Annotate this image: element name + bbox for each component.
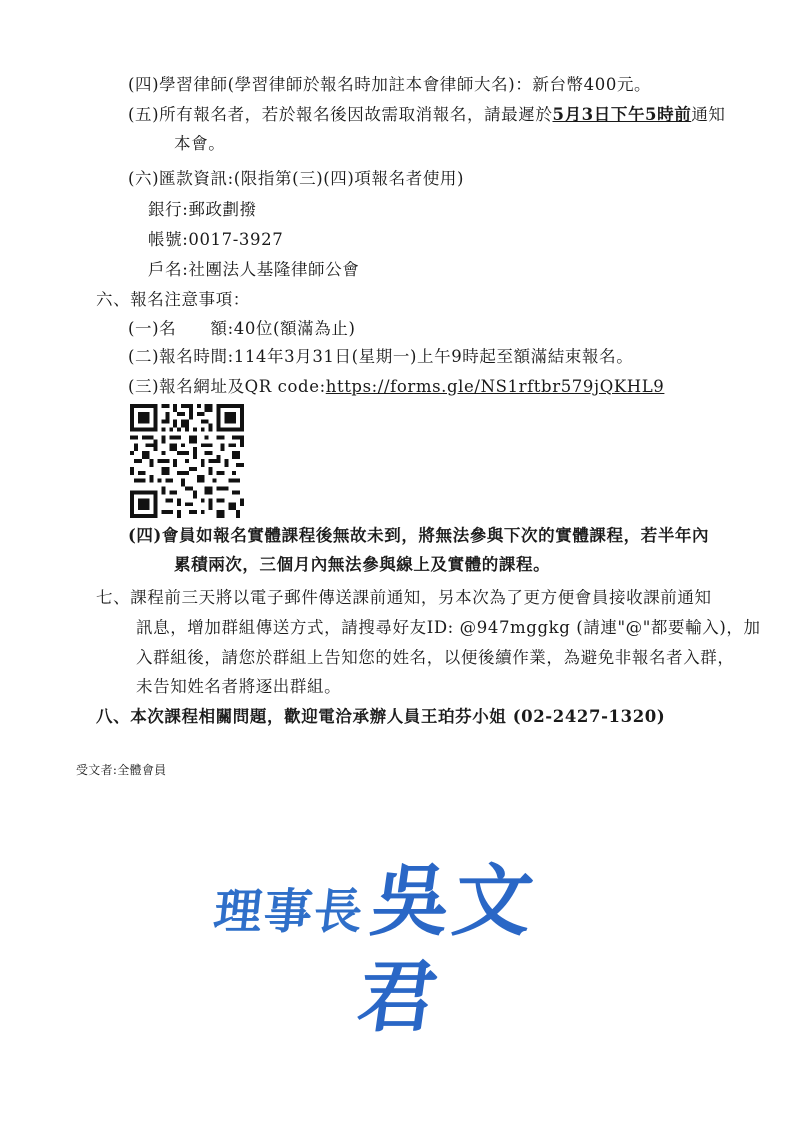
- item-5-deadline: 5月3日下午5時前: [552, 105, 692, 124]
- section-8-text: 八、本次課程相關問題，歡迎電洽承辦人員王珀芬小姐 (02-2427-1320): [96, 707, 666, 726]
- item-5-cancellation: [128, 104, 726, 126]
- item-6-payment-title: [128, 168, 464, 190]
- section-6-title-text: 六、報名注意事項：: [96, 290, 250, 309]
- recipient: [76, 762, 166, 778]
- section-7-line3: [136, 647, 735, 669]
- section-6-note-4-line2: 累積兩次，三個月內無法參與線上及實體的課程。: [174, 555, 551, 574]
- item-6-holder-text: 戶名:社團法人基隆律師公會: [148, 260, 360, 279]
- section-8: [96, 706, 665, 728]
- section-6-note-4: [128, 525, 709, 547]
- section-6-note-4-cont: [174, 554, 550, 576]
- section-7-line2-text: 訊息，增加群組傳送方式，請搜尋好友ID: @947mggkg (請連"@"都要輸入)，加: [136, 618, 761, 637]
- section-7-line1-text: 七、課程前三天將以電子郵件傳送課前通知，另本次為了更方便會員接收課前通知: [96, 588, 712, 607]
- section-6-time-text: (二)報名時間:114年3月31日(星期一)上午9時起至額滿結束報名。: [128, 347, 634, 366]
- item-6-bank: [148, 199, 257, 221]
- section-6-url-row: [128, 376, 664, 398]
- registration-link[interactable]: https://forms.gle/NS1rftbr579jQKHL9: [325, 377, 665, 396]
- section-6-url-label: (三)報名網址及QR code:: [128, 377, 326, 396]
- section-6-note-4-line1: (四)會員如報名實體課程後無故未到，將無法參與下次的實體課程，若半年內: [128, 526, 710, 545]
- item-5-text-before: (五)所有報名者，若於報名後因故需取消報名，請最遲於: [128, 105, 553, 124]
- item-4-fee: [128, 74, 651, 96]
- item-5-text-line2: 本會。: [174, 134, 226, 153]
- section-7-line4: [136, 676, 341, 698]
- section-6-quota-text: (一)名 額:40位(額滿為止): [128, 319, 356, 338]
- item-5-cancellation-cont: [174, 133, 225, 155]
- signature-title: [211, 880, 374, 944]
- section-7-line1: [96, 587, 712, 609]
- qr-finder-top-right: [216, 404, 244, 432]
- signature-name-stamp: [352, 854, 618, 1043]
- item-6-title-text: (六)匯款資訊:(限指第(三)(四)項報名者使用): [128, 169, 465, 188]
- item-5-text-after: 通知: [691, 105, 726, 124]
- recipient-text: 受文者:全體會員: [76, 763, 167, 777]
- section-6-title: [96, 289, 250, 311]
- item-4-fee-text: (四)學習律師(學習律師於報名時加註本會律師大名)：新台幣400元。: [128, 75, 652, 94]
- section-7-line4-text: 未告知姓名者將逐出群組。: [136, 677, 342, 696]
- qr-finder-top-left: [130, 404, 158, 432]
- signature-name-text: 吳文君: [352, 856, 543, 1043]
- signature-title-text: 理事長: [211, 884, 367, 940]
- section-7-line3-text: 入群組後，請您於群組上告知您的姓名，以便後續作業，為避免非報名者入群，: [136, 648, 735, 667]
- section-6-quota: [128, 318, 356, 340]
- item-6-holder: [148, 259, 359, 281]
- section-6-time: [128, 346, 633, 368]
- item-6-bank-text: 銀行:郵政劃撥: [148, 200, 257, 219]
- section-7-line2: [136, 617, 761, 639]
- item-6-account-text: 帳號:0017-3927: [148, 230, 284, 249]
- qr-finder-bottom-left: [130, 490, 158, 518]
- registration-qr-code: [130, 404, 244, 518]
- item-6-account: [148, 229, 283, 251]
